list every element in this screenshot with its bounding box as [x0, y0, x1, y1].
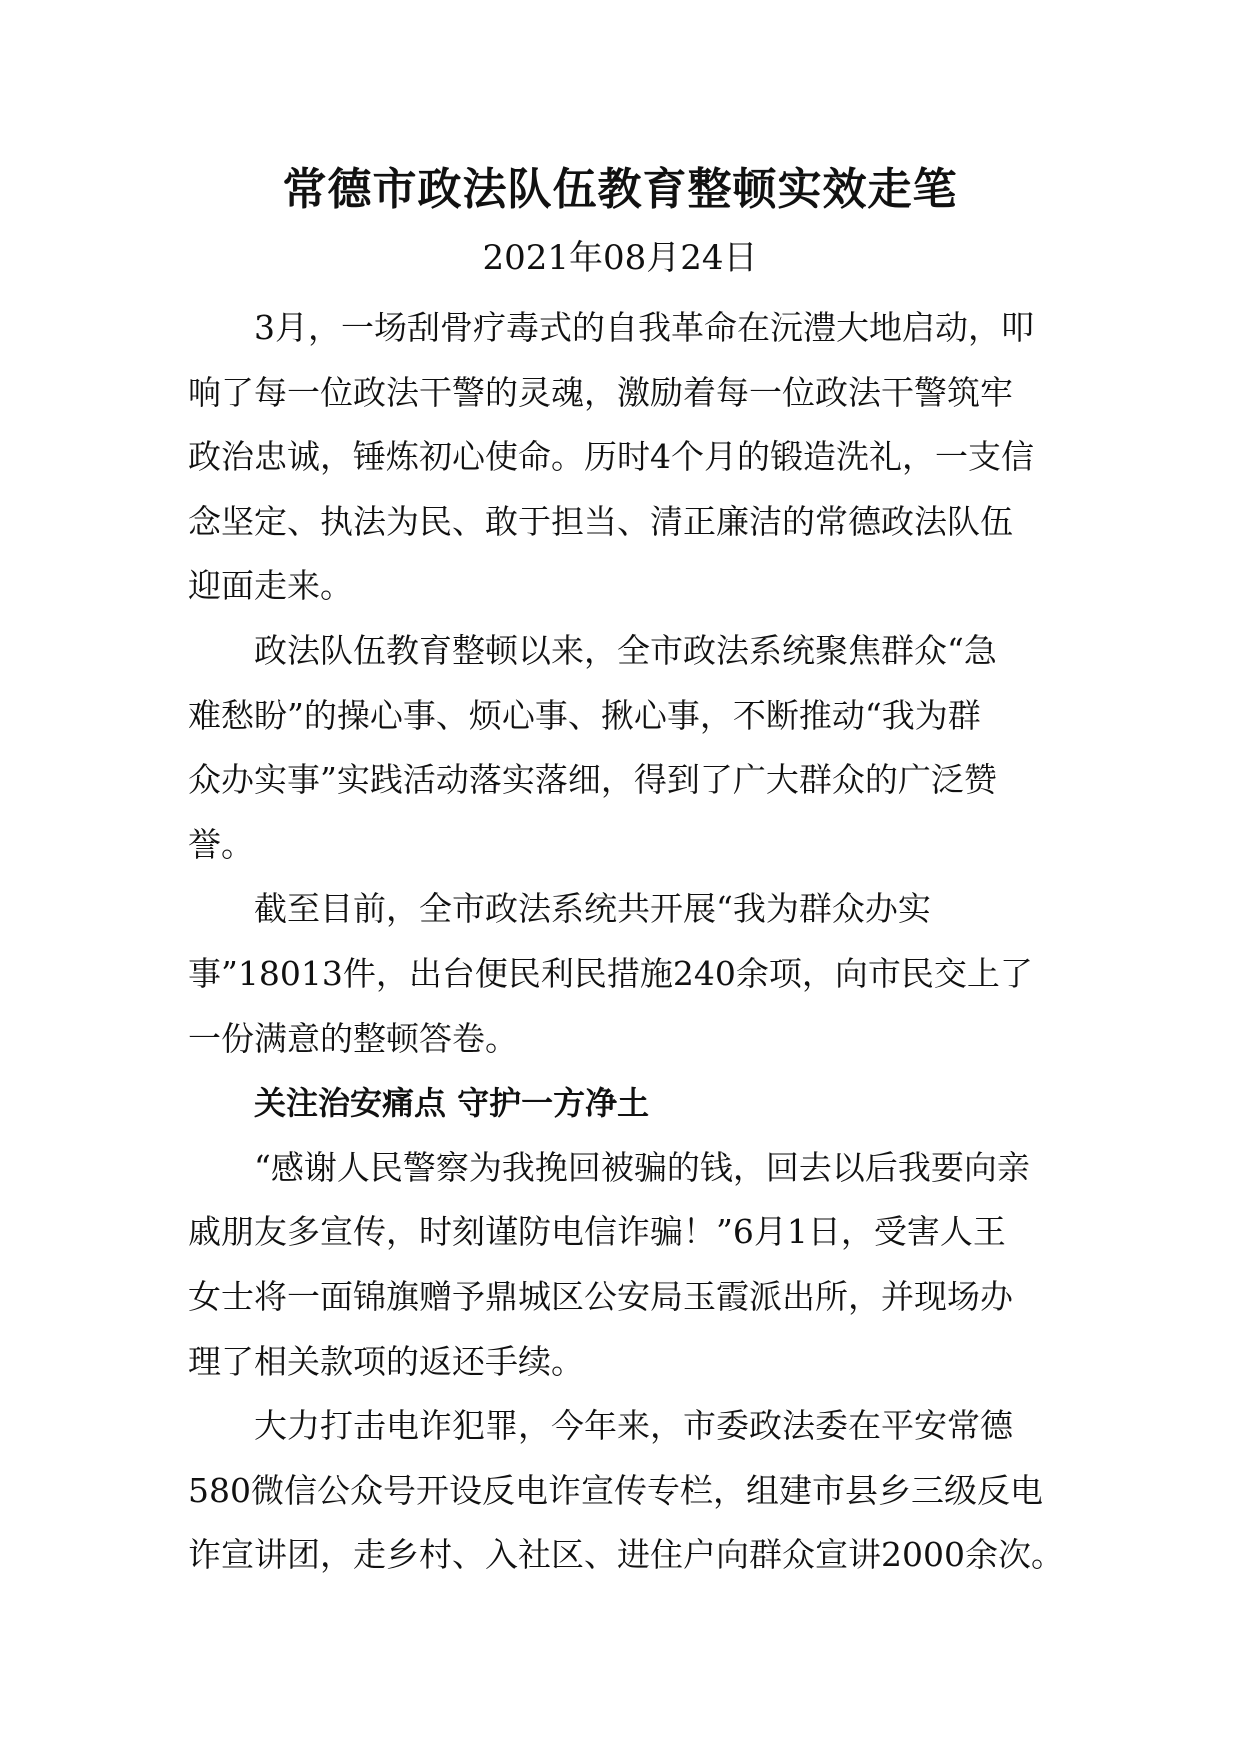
- text-line: 戚朋友多宣传，时刻谨防电信诈骗！”6月1日，受害人王: [188, 1212, 1006, 1252]
- text-line: 响了每一位政法干警的灵魂，激励着每一位政法干警筑牢: [188, 372, 1013, 412]
- document-body: [188, 296, 1064, 1588]
- text-line: 念坚定、执法为民、敢于担当、清正廉洁的常德政法队伍: [188, 501, 1013, 541]
- text-line: 诈宣讲团，走乡村、入社区、进住户向群众宣讲2000余次。: [188, 1535, 1064, 1575]
- document-title: 常德市政法队伍教育整顿实效走笔: [282, 164, 958, 215]
- document-date: 2021年08月24日: [482, 238, 758, 278]
- text-line: 政治忠诚，锤炼初心使命。历时4个月的锻造洗礼，一支信: [188, 437, 1034, 477]
- text-line: 众办实事”实践活动落实落细，得到了广大群众的广泛赞: [188, 760, 997, 800]
- text-line: 理了相关款项的返还手续。: [188, 1341, 584, 1381]
- text-line: 女士将一面锦旗赠予鼎城区公安局玉霞派出所，并现场办: [188, 1276, 1013, 1316]
- text-line: 580微信公众号开设反电诈宣传专栏，组建市县乡三级反电: [188, 1470, 1043, 1510]
- text-line: 截至目前，全市政法系统共开展“我为群众办实: [254, 889, 931, 929]
- text-line: 3月，一场刮骨疗毒式的自我革命在沅澧大地启动，叩: [254, 308, 1034, 347]
- text-line: 政法队伍教育整顿以来，全市政法系统聚焦群众“急: [254, 630, 997, 670]
- text-line: 迎面走来。: [188, 566, 353, 606]
- text-line: 事”18013件，出台便民利民措施240余项，向市民交上了: [188, 953, 1033, 993]
- text-line: 大力打击电诈犯罪，今年来，市委政法委在平安常德: [254, 1406, 1013, 1446]
- text-line: “感谢人民警察为我挽回被骗的钱，回去以后我要向亲: [254, 1147, 1030, 1187]
- text-line: 誉。: [188, 824, 254, 864]
- section-heading: 关注治安痛点 守护一方净土: [254, 1084, 650, 1123]
- text-line: 一份满意的整顿答卷。: [188, 1018, 518, 1058]
- text-line: 难愁盼”的操心事、烦心事、揪心事，不断推动“我为群: [188, 695, 981, 735]
